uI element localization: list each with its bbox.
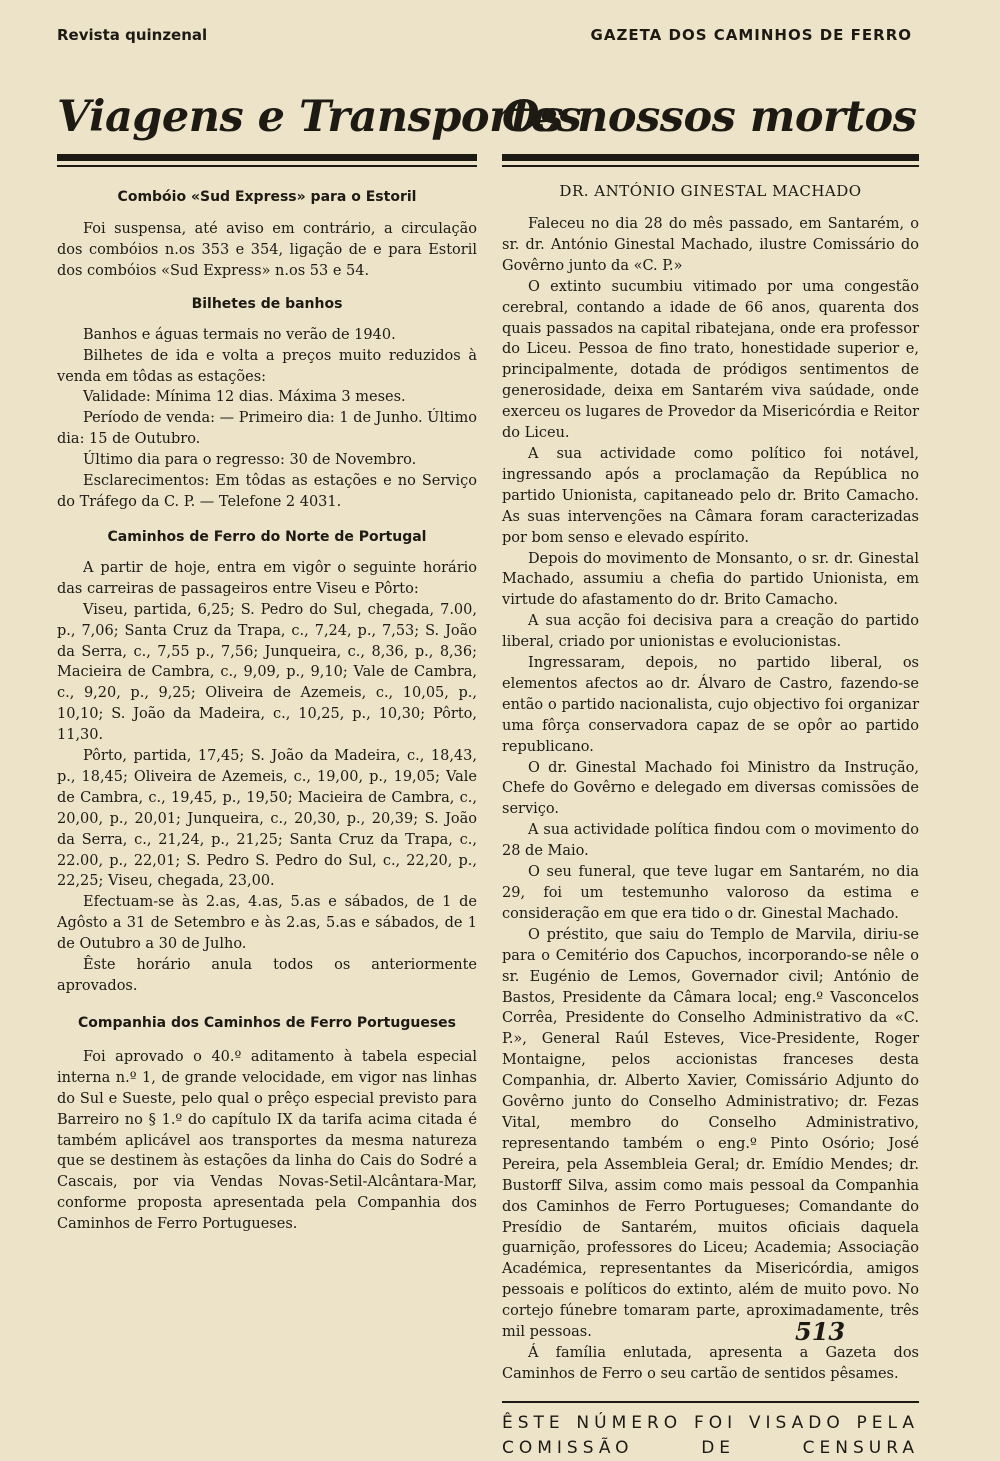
paragraph: Á família enlutada, apresenta a Gazeta dos Caminhos de Ferro o seu cartão de sentidos pêsames. — [502, 1344, 919, 1382]
title-rule — [57, 154, 477, 161]
article-heading: Combóio «Sud Express» para o Estoril — [117, 189, 417, 205]
right-column — [502, 82, 919, 1461]
paragraph: A partir de hoje, entra em vigôr o seguinte horário das carreiras de passageiros entre Viseu e Pôrto: — [57, 559, 477, 597]
section-title-viagens: Viagens e Transportes — [57, 92, 582, 142]
paragraph: Viseu, partida, 6,25; S. Pedro do Sul, chegada, 7.00, p., 7,06; Santa Cruz da Trapa, c., 7,24, p., 7,53; S. João da Serra, c., 7,55 p., 7,56; Junqueira, c., 8,36, p., 8,36; Macieira de Cambra, c., 9,09, p., 9,10; Vale de Cambra, c., 9,20, p., 9,25; Oliveira de Azemeis, c., 10,05, p., 10,10; S. João da Madeira, c., 10,25, p., 10,30; Pôrto, 11,30. — [57, 601, 477, 744]
article-heading: Companhia dos Caminhos de Ferro Portugueses — [78, 1014, 456, 1031]
paragraph: Banhos e águas termais no verão de 1940. — [83, 326, 396, 343]
article-heading: Caminhos de Ferro do Norte de Portugal — [107, 528, 427, 545]
paragraph: Foi aprovado o 40.º aditamento à tabela especial interna n.º 1, de grande velocidade, em vigor nas linhas do Sul e Sueste, pelo qual o prêço especial previsto para Barreiro no § 1.º do capítulo IX da tarifa acima citada é também aplicável aos transportes da mesma natureza que se destinem às estações da linha do Cais do Sodré a Cascais, por via Vendas Novas-Setil-Alcântara-Mar, conforme proposta apresentada pela Companhia dos Caminhos de Ferro Portugueses. — [57, 1048, 477, 1233]
paragraph: Foi suspensa, até aviso em contrário, a circulação dos combóios n.os 353 e 354, ligação de e para Estoril dos combóios «Sud Express» n.os 53 e 54. — [57, 221, 477, 279]
paragraph: Pôrto, partida, 17,45; S. João da Madeira, c., 18,43, p., 18,45; Oliveira de Azemeis, c., 19,00, p., 19,05; Vale de Cambra, c., 19,45, p., 19,50; Macieira de Cambra, c., 20,00, p., 20,01; Junqueira, c., 20,30, p., 20,39; S. João da Serra, c., 21,24, p., 21,25; Santa Cruz da Trapa, c., 22.00, p., 22,01; S. Pedro S. Pedro do Sul, c., 22,20, p., 22,25; Viseu, chegada, 23,00. — [57, 748, 477, 890]
paragraph: O seu funeral, que teve lugar em Santarém, no dia 29, foi um testemunho valoroso da estima e consideração em que era tido o dr. Ginestal Machado. — [502, 864, 919, 922]
paragraph: Êste horário anula todos os anteriormente aprovados. — [57, 957, 477, 994]
paragraph: O extinto sucumbiu vitimado por uma congestão cerebral, contando a idade de 66 anos, quarenta dos quais passados na capital ribatejana, onde era professor do Liceu. Pessoa de fino trato, honestidade superior e, principalmente, dotada de pródigos sentimentos de generosidade, deixa em Santarém viva saúdade, onde exerceu os lugares de Provedor da Misericórdia e Reitor do Liceu. — [502, 278, 919, 442]
paragraph: Ingressaram, depois, no partido liberal, os elementos afectos ao dr. Álvaro de Castro, fazendo-se então o partido nacionalista, cujo objectivo foi organizar uma fôrça conservadora capaz de se opôr ao partido republicano. — [502, 655, 919, 755]
article-sud-express — [57, 189, 477, 282]
censorship-notice: ÊSTE NÚMERO FOI VISADO PELA COMISSÃO DE CENSURA — [502, 1412, 919, 1458]
paragraph: Validade: Mínima 12 dias. Máxima 3 meses. — [83, 389, 406, 406]
paragraph: A sua actividade política findou com o movimento do 28 de Maio. — [502, 822, 919, 860]
article-norte-portugal — [57, 529, 477, 997]
censor-rule — [502, 1401, 919, 1403]
paragraph: A sua acção foi decisiva para a creação do partido liberal, criado por unionistas e evolucionistas. — [502, 613, 919, 651]
left-column — [57, 82, 582, 1235]
paragraph: O préstito, que saiu do Templo de Marvila, diriu-se para o Cemitério dos Capuchos, incorporando-se nêle o sr. Eugénio de Lemos, Governador civil; António de Bastos, Presidente da Câmara local; eng.º Vasconcelos Corrêa, Presidente do Conselho Administrativo da «C. P.», General Raúl Esteves, Vice-Presidente, Roger Montaigne, pelos accionistas franceses desta Companhia, dr. Alberto Xavier, Comissário Adjunto do Govêrno junto do Conselho Administrativo; dr. Fezas Vital, membro do Conselho Administrativo, representando também o eng.º Pinto Osório; José Pereira, pela Assembleia Geral; dr. Emídio Mendes; dr. Bustorff Silva, assim como mais pessoal da Companhia dos Caminhos de Ferro Portugueses; Comandante do Presídio de Santarém, muitos oficiais daquela guarnição, professores do Liceu; Academia; Associação Académica, representantes da Misericórdia, amigos pessoais e políticos do extinto, além de muito povo. No cortejo fúnebre tomaram parte, aproximadamente, três mil pessoas. — [502, 926, 919, 1341]
title-rule-thin — [57, 165, 477, 167]
obituary-body — [502, 214, 919, 1385]
title-rule — [502, 154, 919, 161]
obituary-heading: DR. ANTÓNIO GINESTAL MACHADO — [559, 182, 862, 200]
paragraph: O dr. Ginestal Machado foi Ministro da Instrução, Chefe do Govêrno e delegado em diversas comissões de serviço. — [502, 759, 919, 818]
magazine-subtitle: Revista quinzenal — [57, 26, 208, 44]
article-heading: Bilhetes de banhos — [191, 295, 343, 312]
paragraph: Esclarecimentos: Em tôdas as estações e no Serviço do Tráfego da C. P. — Telefone 2 4031. — [57, 473, 477, 510]
paragraph: Último dia para o regresso: 30 de Novembro. — [83, 452, 417, 469]
paragraph: A sua actividade como político foi notável, ingressando após a proclamação da República no partido Unionista, capitaneado pelo dr. Brito Camacho. As suas intervenções na Câmara foram caracterizadas por bom senso e elevado espírito. — [502, 445, 919, 546]
paragraph: Bilhetes de ida e volta a preços muito reduzidos à venda em tôdas as estações: — [57, 347, 477, 385]
article-bilhetes-banhos — [57, 296, 477, 513]
paragraph: Efectuam-se às 2.as, 4.as, 5.as e sábados, de 1 de Agôsto a 31 de Setembro e às 2.as, 5.as e sábados, de 1 de Outubro a 30 de Julho. — [57, 894, 477, 953]
paragraph: Depois do movimento de Monsanto, o sr. dr. Ginestal Machado, assumiu a chefia do partido Unionista, em virtude do afastamento do dr. Brito Camacho. — [502, 550, 919, 609]
article-companhia-cp — [57, 1015, 477, 1235]
title-rule-thin — [502, 165, 919, 167]
section-title-mortos: Os nossos mortos — [502, 92, 917, 142]
paragraph: Período de venda: — Primeiro dia: 1 de Junho. Último dia: 15 de Outubro. — [57, 410, 477, 448]
magazine-title: GAZETA DOS CAMINHOS DE FERRO — [590, 26, 912, 44]
paragraph: Faleceu no dia 28 do mês passado, em Santarém, o sr. dr. António Ginestal Machado, ilustre Comissário do Govêrno junto da «C. P.» — [502, 216, 919, 274]
page-number: 513 — [795, 1317, 846, 1346]
